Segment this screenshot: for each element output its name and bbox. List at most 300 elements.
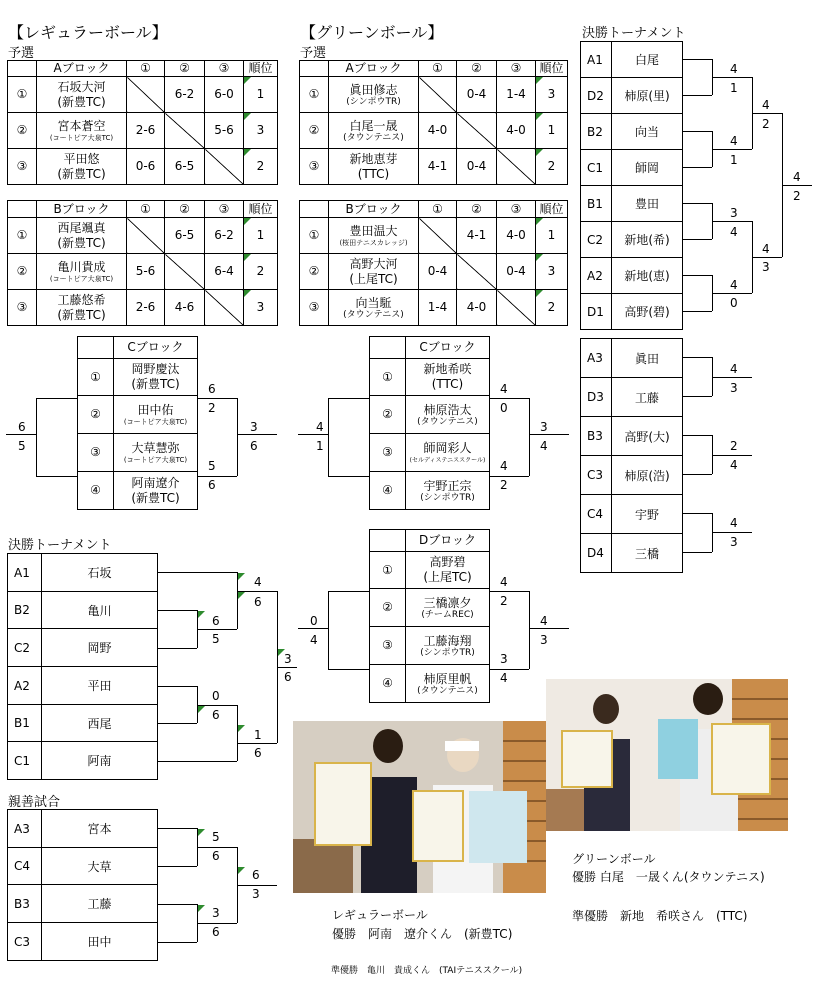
corner-cell xyxy=(78,337,114,359)
seed: B2 xyxy=(581,114,612,150)
seed: C4 xyxy=(8,848,42,885)
player-name: 工藤海翔 xyxy=(423,633,472,648)
player-name-cell xyxy=(37,254,127,290)
player-club: (シンポウTR) xyxy=(420,492,475,503)
score: 6 xyxy=(284,670,292,684)
rank-cell xyxy=(536,254,568,290)
player-name: 眞田 xyxy=(612,339,683,378)
flag-marker xyxy=(244,113,251,120)
diagonal-cell xyxy=(205,149,244,185)
player-name: 新地希咲 xyxy=(423,362,472,376)
score: 3 xyxy=(540,633,548,647)
flag-marker xyxy=(198,829,205,836)
player-name: 三橋 xyxy=(612,534,683,573)
score: 4 xyxy=(500,575,508,589)
player-club: (タウンテニス) xyxy=(417,416,478,427)
player-no: ① xyxy=(300,77,329,113)
rank-value: 2 xyxy=(256,264,265,278)
flag-marker xyxy=(536,254,543,261)
score: 4 xyxy=(730,225,738,239)
player-club: (タウンテニス) xyxy=(343,132,404,143)
green-caption-winner: 優勝 白尾 一晟くん(タウンテニス) xyxy=(572,870,765,884)
flag-marker xyxy=(244,77,251,84)
player-name-cell xyxy=(329,149,419,185)
score-cell: 6-0 xyxy=(205,77,244,113)
player-name: 大草慧弥 xyxy=(131,440,180,455)
col-header: ② xyxy=(165,201,205,218)
flag-marker xyxy=(536,290,543,297)
seed: D3 xyxy=(581,378,612,417)
regular-final-title: 決勝トーナメント xyxy=(8,538,112,553)
player-no: ② xyxy=(78,396,114,434)
score: 0 xyxy=(310,614,318,628)
seed: C1 xyxy=(8,742,42,780)
player-name-cell xyxy=(406,665,490,703)
player-club: (TTC) xyxy=(431,377,464,391)
shinzen-title: 親善試合 xyxy=(8,795,61,810)
score-cell: 4-1 xyxy=(457,218,497,254)
player-name-cell xyxy=(329,113,419,149)
player-name: 工藤 xyxy=(42,885,158,923)
player-club: (新豊TC) xyxy=(57,94,106,109)
score: 4 xyxy=(254,575,262,589)
score: 4 xyxy=(500,459,508,473)
player-name: 向当 xyxy=(612,114,683,150)
score: 3 xyxy=(730,381,738,395)
player-no: ② xyxy=(370,589,406,627)
player-name: 三橋凛夕 xyxy=(423,595,472,610)
player-name: 岡野慶汰 xyxy=(131,362,180,376)
player-name-cell xyxy=(329,218,419,254)
rank-value: 2 xyxy=(547,300,556,314)
flag-marker xyxy=(198,611,205,618)
player-name-cell xyxy=(406,627,490,665)
flag-marker xyxy=(536,149,543,156)
rank-cell xyxy=(244,290,278,326)
player-no: ① xyxy=(8,218,37,254)
score: 2 xyxy=(793,189,801,203)
block-name: Bブロック xyxy=(329,201,419,218)
player-name: 柿原浩太 xyxy=(423,402,472,417)
player-name-cell xyxy=(37,149,127,185)
flag-marker xyxy=(198,706,205,713)
player-name: 亀川 xyxy=(42,592,158,629)
player-name-cell xyxy=(114,396,198,434)
player-club: (コートピア大泉TC) xyxy=(123,455,188,464)
player-no: ③ xyxy=(8,149,37,185)
player-club: (新豊TC) xyxy=(131,377,180,391)
rank-value: 1 xyxy=(547,228,556,242)
rank-value: 1 xyxy=(547,123,556,137)
seed: C3 xyxy=(581,456,612,495)
player-club: (タウンテニス) xyxy=(343,309,404,320)
score: 5 xyxy=(212,830,220,844)
rank-value: 3 xyxy=(547,264,556,278)
green-caption-runnerup: 準優勝 新地 希咲さん (TTC) xyxy=(572,909,748,923)
score: 2 xyxy=(208,401,216,415)
player-name-cell xyxy=(114,359,198,396)
green-block-b-table xyxy=(299,200,568,326)
player-name-cell xyxy=(329,290,419,326)
rank-cell xyxy=(244,218,278,254)
rank-cell xyxy=(244,149,278,185)
score: 6 xyxy=(250,439,258,453)
player-no: ① xyxy=(370,359,406,396)
seed: C1 xyxy=(581,150,612,186)
rank-cell xyxy=(244,77,278,113)
player-no: ③ xyxy=(370,434,406,472)
rank-cell xyxy=(536,77,568,113)
player-name-cell xyxy=(406,434,490,472)
player-no: ② xyxy=(370,396,406,434)
player-no: ③ xyxy=(78,434,114,472)
col-header: ③ xyxy=(205,201,244,218)
player-club: (上尾TC) xyxy=(423,570,472,584)
corner-cell xyxy=(370,530,406,552)
score: 6 xyxy=(212,708,220,722)
col-header: 順位 xyxy=(244,61,278,77)
seed: B3 xyxy=(581,417,612,456)
player-name: 西尾颯真 xyxy=(57,220,106,235)
regular-caption-winner: 優勝 阿南 遼介くん (新豊TC) xyxy=(332,927,513,941)
score: 1 xyxy=(254,728,262,742)
regular-title: 【レギュラーボール】 xyxy=(8,23,168,42)
score-cell: 6-5 xyxy=(165,218,205,254)
player-name: 柿原(里) xyxy=(612,78,683,114)
regular-yosen-label: 予選 xyxy=(8,46,35,61)
score-cell: 4-0 xyxy=(457,290,497,326)
flag-marker xyxy=(238,573,245,580)
diagonal-cell xyxy=(419,218,457,254)
player-no: ① xyxy=(300,218,329,254)
player-no: ① xyxy=(370,552,406,589)
col-header: ① xyxy=(419,61,457,77)
green-final-table xyxy=(580,41,683,330)
rank-value: 1 xyxy=(256,228,265,242)
player-no: ① xyxy=(78,359,114,396)
col-header: ② xyxy=(457,201,497,218)
regular-block-a-table xyxy=(7,60,278,185)
rank-value: 2 xyxy=(547,159,556,173)
score: 6 xyxy=(254,595,262,609)
player-club: (コートピア大泉TC) xyxy=(49,274,114,283)
col-header: ③ xyxy=(497,61,536,77)
score: 4 xyxy=(730,278,738,292)
player-club: (桜田テニスカレッジ) xyxy=(339,238,408,247)
player-club: (新豊TC) xyxy=(131,490,180,505)
green-caption-title: グリーンボール xyxy=(572,852,656,866)
block-name: Cブロック xyxy=(114,337,198,359)
flag-marker xyxy=(244,290,251,297)
player-name: 宇野正宗 xyxy=(423,478,472,493)
green-final-title: 決勝トーナメント xyxy=(582,26,686,41)
score: 2 xyxy=(730,439,738,453)
player-name: 白尾一晟 xyxy=(349,118,398,133)
green-winners-photo xyxy=(546,679,788,831)
score: 5 xyxy=(208,459,216,473)
score: 6 xyxy=(212,925,220,939)
player-name: 新地(希) xyxy=(612,222,683,258)
score: 2 xyxy=(500,594,508,608)
score: 6 xyxy=(212,849,220,863)
player-club: (新豊TC) xyxy=(57,307,106,322)
player-name: 新地恵芽 xyxy=(349,151,398,166)
seed: B2 xyxy=(8,592,42,629)
rank-cell xyxy=(536,149,568,185)
diagonal-cell xyxy=(205,290,244,326)
player-no: ④ xyxy=(78,472,114,510)
score: 1 xyxy=(730,81,738,95)
rank-cell xyxy=(244,254,278,290)
player-name: 宇野 xyxy=(612,495,683,534)
score-cell: 2-6 xyxy=(127,290,165,326)
score: 4 xyxy=(316,420,324,434)
score: 0 xyxy=(730,296,738,310)
score-cell: 6-5 xyxy=(165,149,205,185)
score: 6 xyxy=(254,746,262,760)
score: 3 xyxy=(540,420,548,434)
score-cell: 0-4 xyxy=(419,254,457,290)
flag-marker xyxy=(244,218,251,225)
diagonal-cell xyxy=(497,290,536,326)
seed: D4 xyxy=(581,534,612,573)
col-header: ① xyxy=(127,201,165,218)
rank-cell xyxy=(536,113,568,149)
player-name: 柿原(浩) xyxy=(612,456,683,495)
col-header: ③ xyxy=(497,201,536,218)
flag-marker xyxy=(238,725,245,732)
score-cell: 1-4 xyxy=(497,77,536,113)
corner-cell xyxy=(300,61,329,77)
player-club: (コートピア大泉TC) xyxy=(49,133,114,142)
score-cell: 5-6 xyxy=(205,113,244,149)
diagonal-cell xyxy=(127,77,165,113)
score-cell: 4-1 xyxy=(419,149,457,185)
col-header: 順位 xyxy=(536,201,568,218)
player-no: ② xyxy=(8,254,37,290)
corner-cell xyxy=(370,337,406,359)
col-header: ③ xyxy=(205,61,244,77)
seed: B3 xyxy=(8,885,42,923)
score: 1 xyxy=(316,439,324,453)
rank-value: 3 xyxy=(256,123,265,137)
flag-marker xyxy=(244,254,251,261)
score-cell: 4-0 xyxy=(419,113,457,149)
seed: B1 xyxy=(8,705,42,742)
score: 4 xyxy=(762,242,770,256)
player-name: 西尾 xyxy=(42,705,158,742)
player-name: 宮本 xyxy=(42,810,158,848)
diagonal-cell xyxy=(165,113,205,149)
player-name: 高野(碧) xyxy=(612,294,683,330)
player-no: ① xyxy=(8,77,37,113)
green-yosen-label: 予選 xyxy=(300,46,327,61)
green-block-c-table xyxy=(369,336,490,510)
player-name: 工藤悠希 xyxy=(57,292,106,307)
player-name-cell xyxy=(329,254,419,290)
score-cell: 2-6 xyxy=(127,113,165,149)
seed: A2 xyxy=(581,258,612,294)
player-name: 高野大河 xyxy=(349,256,398,271)
player-name: 白尾 xyxy=(612,42,683,78)
score: 4 xyxy=(762,98,770,112)
player-name: 阿南遼介 xyxy=(131,475,180,490)
seed: B1 xyxy=(581,186,612,222)
diagonal-cell xyxy=(497,149,536,185)
flag-marker xyxy=(238,592,245,599)
seed: C2 xyxy=(8,629,42,667)
rank-value: 3 xyxy=(547,87,556,101)
col-header: ② xyxy=(165,61,205,77)
score: 3 xyxy=(250,420,258,434)
player-club: (新豊TC) xyxy=(57,235,106,250)
block-name: Bブロック xyxy=(37,201,127,218)
corner-cell xyxy=(8,201,37,218)
green-block-a-table xyxy=(299,60,568,185)
seed: D2 xyxy=(581,78,612,114)
score: 6 xyxy=(208,478,216,492)
player-club: (TTC) xyxy=(357,166,390,181)
score: 4 xyxy=(730,362,738,376)
player-name: 師岡彩人 xyxy=(423,440,472,455)
seed: A1 xyxy=(8,554,42,592)
score: 5 xyxy=(212,632,220,646)
flag-marker xyxy=(536,218,543,225)
col-header: ① xyxy=(127,61,165,77)
regular-block-c-table xyxy=(77,336,198,510)
player-name: 平田悠 xyxy=(63,151,100,166)
score: 6 xyxy=(252,868,260,882)
regular-caption-runnerup: 準優勝 亀川 貴成くん (TAIテニススクール) xyxy=(331,966,523,976)
player-name-cell xyxy=(37,218,127,254)
player-name-cell xyxy=(406,359,490,396)
player-name: 石坂大河 xyxy=(57,79,106,94)
player-name-cell xyxy=(37,290,127,326)
score: 3 xyxy=(500,652,508,666)
player-name: 石坂 xyxy=(42,554,158,592)
flag-marker xyxy=(536,113,543,120)
score: 3 xyxy=(212,906,220,920)
player-no: ④ xyxy=(370,472,406,510)
corner-cell xyxy=(300,201,329,218)
player-club: (コートピア大泉TC) xyxy=(123,417,188,426)
player-name-cell xyxy=(406,472,490,510)
rank-cell xyxy=(536,290,568,326)
score: 4 xyxy=(540,614,548,628)
score: 6 xyxy=(212,614,220,628)
col-header: ② xyxy=(457,61,497,77)
player-name: 田中 xyxy=(42,923,158,961)
regular-block-b-table xyxy=(7,200,278,326)
player-name: 平田 xyxy=(42,667,158,705)
corner-cell xyxy=(8,61,37,77)
score: 4 xyxy=(500,382,508,396)
score-cell: 0-6 xyxy=(127,149,165,185)
player-name: 高野碧 xyxy=(429,555,466,569)
green-block-d-table xyxy=(369,529,490,703)
seed: C2 xyxy=(581,222,612,258)
player-club: (シンポウTR) xyxy=(420,647,475,658)
player-club: (チームREC) xyxy=(421,609,474,620)
score: 2 xyxy=(762,117,770,131)
seed: A3 xyxy=(581,339,612,378)
score-cell: 4-0 xyxy=(497,113,536,149)
rank-value: 1 xyxy=(256,87,265,101)
block-name: Aブロック xyxy=(329,61,419,77)
seed: D1 xyxy=(581,294,612,330)
player-name-cell xyxy=(37,77,127,113)
score: 4 xyxy=(730,62,738,76)
player-no: ② xyxy=(8,113,37,149)
player-name: 亀川貴成 xyxy=(57,259,106,274)
diagonal-cell xyxy=(457,113,497,149)
score: 6 xyxy=(208,382,216,396)
score: 4 xyxy=(793,170,801,184)
diagonal-cell xyxy=(165,254,205,290)
player-name-cell xyxy=(114,472,198,510)
player-name-cell xyxy=(329,77,419,113)
seed: C3 xyxy=(8,923,42,961)
player-name: 田中佑 xyxy=(137,402,174,417)
player-no: ③ xyxy=(300,149,329,185)
player-name-cell xyxy=(406,396,490,434)
player-name: 豊田温大 xyxy=(349,223,398,238)
player-name: 宮本蒼空 xyxy=(57,118,106,133)
rank-cell xyxy=(536,218,568,254)
player-club: (タウンテニス) xyxy=(417,685,478,696)
player-club: (上尾TC) xyxy=(349,271,398,286)
player-name: 眞田修志 xyxy=(349,82,398,97)
player-name: 岡野 xyxy=(42,629,158,667)
flag-marker xyxy=(198,905,205,912)
regular-final-table xyxy=(7,553,158,780)
score-cell: 6-4 xyxy=(205,254,244,290)
block-name: Dブロック xyxy=(406,530,490,552)
score: 4 xyxy=(540,439,548,453)
score-cell: 4-0 xyxy=(497,218,536,254)
seed: C4 xyxy=(581,495,612,534)
player-name: 大草 xyxy=(42,848,158,885)
player-name-cell xyxy=(37,113,127,149)
diagonal-cell xyxy=(127,218,165,254)
green-consol-table xyxy=(580,338,683,573)
col-header: 順位 xyxy=(536,61,568,77)
diagonal-cell xyxy=(457,254,497,290)
score: 0 xyxy=(500,401,508,415)
player-name-cell xyxy=(406,589,490,627)
score-cell: 6-2 xyxy=(205,218,244,254)
player-name: 向当駈 xyxy=(355,295,392,310)
player-no: ③ xyxy=(8,290,37,326)
score: 4 xyxy=(730,134,738,148)
score: 5 xyxy=(18,439,26,453)
player-no: ② xyxy=(300,254,329,290)
score: 4 xyxy=(730,458,738,472)
player-name: 阿南 xyxy=(42,742,158,780)
score: 3 xyxy=(730,206,738,220)
score: 4 xyxy=(500,671,508,685)
rank-value: 2 xyxy=(256,159,265,173)
rank-value: 3 xyxy=(256,300,265,314)
score: 0 xyxy=(212,689,220,703)
score: 3 xyxy=(762,260,770,274)
score: 3 xyxy=(252,887,260,901)
score: 2 xyxy=(500,478,508,492)
player-no: ③ xyxy=(370,627,406,665)
block-name: Cブロック xyxy=(406,337,490,359)
score: 6 xyxy=(18,420,26,434)
seed: A3 xyxy=(8,810,42,848)
